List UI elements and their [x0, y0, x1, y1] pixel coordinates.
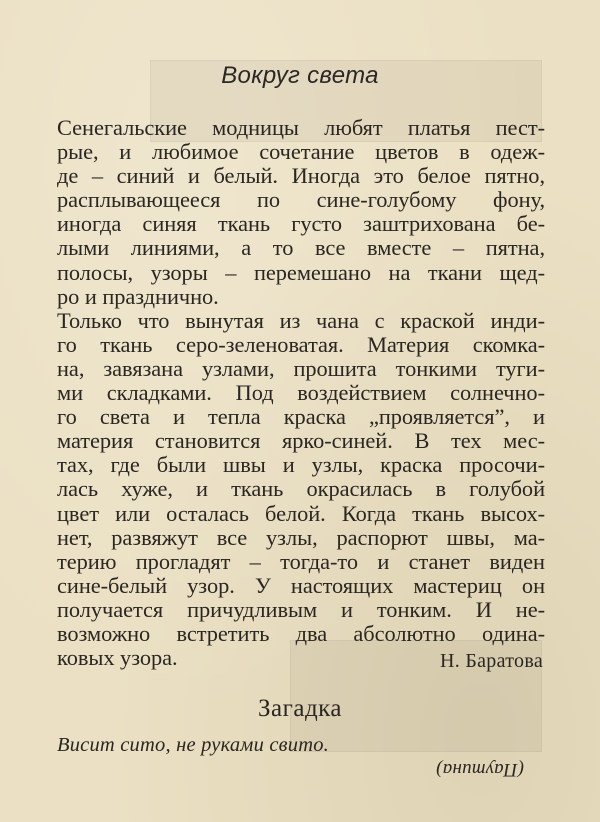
article-line: Сенегальские модницы любят платья пест- — [57, 115, 545, 140]
article-line: на, завязана узлами, прошита тонкими туги- — [57, 355, 545, 381]
article-line: ми складками. Под воздействием солнечно- — [57, 380, 545, 406]
article-line: го ткань серо-зеленоватая. Материя скомка- — [57, 331, 545, 357]
article-line: ковых узора. — [57, 645, 178, 671]
article-line: возможно встретить два абсолютно одина- — [57, 620, 545, 646]
article-line: рые, и любимое сочетание цветов в одеж- — [57, 139, 545, 165]
article-line: сине-белый узор. У настоящих мастериц он — [57, 572, 545, 598]
article-line: лыми линиями, а то все вместе – пятна, — [57, 235, 545, 261]
section-title: Вокруг света — [221, 62, 379, 89]
article-line: получается причудливым и тонким. И не- — [57, 596, 545, 622]
article-line: лась хуже, и ткань окрасилась в голубой — [57, 476, 545, 502]
article-line: иногда синяя ткань густо заштрихована бе- — [57, 211, 545, 237]
article-line: расплывающееся по сине-голубому фону, — [57, 187, 545, 213]
article-line: материя становится ярко-синей. В тех мес- — [57, 428, 545, 454]
article-line: ро и празднично. — [57, 283, 219, 309]
article-line: де – синий и белый. Иногда это белое пятно, — [57, 163, 545, 189]
article-line: терию прогладят – тогда-то и станет виден — [57, 548, 545, 574]
riddle-answer-upside-down: (Паутина) — [436, 759, 525, 780]
article-line: нет, развяжут все узлы, распорют швы, ма- — [57, 524, 545, 550]
riddle-title: Загадка — [257, 695, 343, 722]
article-line: полосы, узоры – перемешано на ткани щед- — [57, 259, 545, 285]
article-line: тах, где были швы и узлы, краска просочи- — [57, 452, 545, 478]
article-author: Н. Баратова — [440, 650, 543, 672]
article-line: цвет или осталась белой. Когда ткань высох- — [57, 500, 545, 526]
riddle-text: Висит сито, не руками свито. — [57, 734, 329, 756]
article-line: Только что вынутая из чана с краской инди- — [57, 307, 545, 333]
article-line: го света и тепла краска „проявляется”, и — [57, 404, 545, 430]
article-body — [57, 116, 545, 670]
